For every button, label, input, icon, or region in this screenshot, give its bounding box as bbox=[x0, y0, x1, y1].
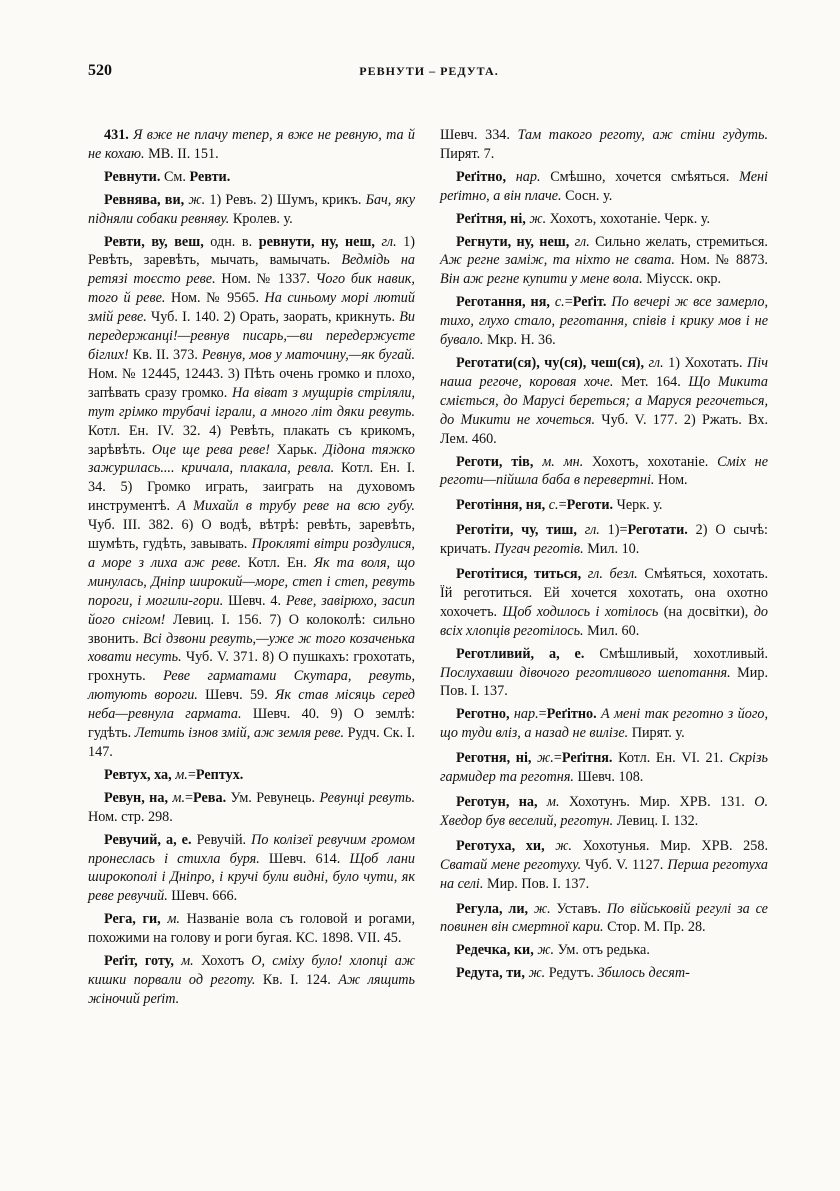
italic-text: Ведмідь на ретязі тоєсто реве. bbox=[88, 252, 415, 288]
entry-text: Ном. bbox=[654, 472, 688, 489]
entry-text: = bbox=[187, 766, 196, 783]
dictionary-entry bbox=[440, 354, 768, 449]
headword: ревнути, ну, неш, bbox=[258, 233, 375, 250]
page-number: 520 bbox=[88, 62, 112, 79]
dictionary-entry bbox=[440, 837, 768, 894]
italic-text: Щоб ходилось і хотілось bbox=[502, 603, 659, 620]
entry-text: Мет. 164. bbox=[613, 373, 689, 390]
headword: Реґітно, bbox=[456, 168, 507, 185]
entry-text: Чуб. V. 177. 2) Ржать. Вх. Лем. 460. bbox=[440, 411, 769, 447]
dictionary-entry bbox=[440, 941, 768, 960]
entry-text: Сосн. у. bbox=[561, 187, 613, 204]
entry-text: Хохотунья. Мир. ХРВ. 258. bbox=[571, 837, 769, 854]
dictionary-entry bbox=[88, 910, 415, 948]
italic-text: Я вже не плачу тепер, я вже не ревную, та й не кохаю. bbox=[88, 127, 415, 162]
entry-text: Шевч. 666. bbox=[167, 888, 238, 905]
italic-text: Реве, завірюхо, засип його снігом! bbox=[88, 592, 415, 628]
italic-text: Сміх не реготи—пійшла баба в перевертні. bbox=[440, 453, 769, 489]
entry-text: Чуб. I. 140. 2) Орать, заорать, крикнуть. bbox=[146, 309, 400, 326]
headword: Реготати. bbox=[627, 522, 688, 539]
dictionary-entry bbox=[88, 126, 415, 164]
entry-text: Мир. Пов. I. 137. bbox=[440, 664, 768, 700]
dictionary-entry bbox=[88, 952, 415, 1009]
italic-text: ж. bbox=[533, 942, 555, 959]
entry-text: Стор. М. Пр. 28. bbox=[603, 919, 706, 936]
italic-text: Мені реґітно, а він плаче. bbox=[440, 168, 768, 204]
headword: Реґіт, готу, bbox=[104, 953, 174, 970]
italic-text: Дідона тяжко зажурилась.... кричала, плакала, ревла. bbox=[88, 441, 415, 477]
dictionary-entry bbox=[440, 900, 768, 938]
entry-text: Названіе вола съ головой и рогами, похожими на голову и роги бугая. КС. 1898. VII. 45. bbox=[88, 911, 416, 947]
entry-text: Ревучій. bbox=[191, 831, 252, 848]
italic-text: гл. bbox=[644, 354, 664, 371]
headword: Реготун, на, bbox=[456, 794, 538, 810]
italic-text: Прокляті вітри роздулися, а море з лиха аж реве. bbox=[88, 536, 415, 571]
italic-text: О. Хведор був веселий, реготун. bbox=[440, 794, 768, 829]
italic-text: нар. bbox=[506, 168, 541, 185]
dictionary-entry bbox=[88, 168, 415, 187]
dictionary-entry bbox=[88, 831, 415, 907]
italic-text: А мені так реготно з його, що туди вліз, а назад не вилізе. bbox=[440, 706, 768, 742]
entry-text: Чуб. III. 382. 6) О водѣ, вѣтрѣ: ревѣть, заревѣть, шумѣть, гудѣть, завывать. bbox=[88, 517, 415, 553]
entry-text: = bbox=[558, 497, 567, 514]
dictionary-entry bbox=[88, 191, 415, 229]
headword: Рева. bbox=[193, 789, 227, 806]
entry-text: Ном. № 9565. bbox=[165, 290, 265, 307]
entry-text: Хохотъ bbox=[193, 953, 252, 970]
headword: Регула, ли, bbox=[456, 900, 529, 917]
entry-text: 1) Ревъ. 2) Шумъ, крикъ. bbox=[209, 191, 366, 208]
italic-text: Збилось десят- bbox=[597, 965, 690, 982]
dictionary-entry bbox=[440, 168, 768, 206]
headword: Ревти. bbox=[189, 168, 231, 185]
running-title: РЕВНУТИ – РЕДУТА. bbox=[359, 64, 499, 78]
entry-text: Уставъ. bbox=[550, 900, 607, 917]
entry-text: Шевч. 108. bbox=[573, 769, 644, 786]
entry-text: Левиц. I. 156. 7) О колоколѣ: сильно звонить. bbox=[88, 611, 415, 647]
headword: Реґіт. bbox=[572, 294, 607, 311]
italic-text: нар. bbox=[509, 706, 539, 723]
headword: Реготливий, а, е. bbox=[456, 645, 585, 662]
headword: Ревучий, а, е. bbox=[104, 831, 192, 848]
entry-text: Мил. 10. bbox=[583, 541, 640, 558]
italic-text: Реве гарматами Скутара, ревуть, лютують вороги. bbox=[88, 668, 415, 704]
dictionary-entry bbox=[440, 964, 768, 983]
entry-text: Міусск. окр. bbox=[642, 271, 722, 288]
entry-text: Редутъ. bbox=[545, 965, 598, 982]
headword: Реготіти, чу, тиш, bbox=[456, 522, 577, 539]
italic-text: Летить ізнов змій, аж земля реве. bbox=[134, 725, 345, 742]
dictionary-entry bbox=[88, 789, 415, 827]
entry-text: Хохотъ, хохотаніе. bbox=[583, 453, 718, 470]
entry-text: 1) Хохотать. bbox=[663, 354, 748, 371]
headword: Реготання, ня, bbox=[456, 294, 550, 311]
headword: Реготи, тів, bbox=[456, 453, 534, 470]
entry-text: Смѣшливый, хохотливый. bbox=[584, 645, 768, 662]
page-header bbox=[88, 62, 770, 84]
entry-text: 1)= bbox=[599, 522, 628, 539]
entry-text: Ном. № 12445, 12443. 3) Пѣть очень громко и плохо, запѣвать сразу громко. bbox=[88, 365, 415, 401]
entry-text: Котл. Ен. VI. 21. bbox=[612, 750, 729, 767]
entry-text: Пирят. 7. bbox=[440, 145, 495, 162]
entry-text: одн. в. bbox=[203, 233, 259, 250]
dictionary-entry bbox=[440, 565, 768, 641]
entry-text: Хохотъ, хохотаніе. Черк. у. bbox=[546, 210, 711, 227]
dictionary-entry bbox=[440, 749, 768, 787]
italic-text: гл. bbox=[374, 233, 404, 250]
entry-text: Ум. Ревунець. bbox=[226, 789, 320, 806]
italic-text: с. bbox=[545, 497, 559, 514]
italic-text: Як та воля, що минулась, Дніпр широкий—море, степ і степ, ревуть пороги, і могили-гори. bbox=[88, 554, 415, 609]
italic-text: Що Микита сміється, до Марусі береться; а Маруся регочеться, до Микити не хочеться. bbox=[440, 373, 769, 428]
entry-text: Кв. I. 124. bbox=[255, 971, 339, 988]
headword: Реготи. bbox=[566, 497, 614, 514]
entry-text: Шевч. 59. bbox=[197, 687, 276, 704]
headword: Ревти, ву, веш, bbox=[104, 233, 204, 250]
italic-text: гл. bbox=[576, 522, 600, 539]
headword: Реготня, ні, bbox=[456, 750, 532, 767]
entry-text: Ном. № 8873. bbox=[674, 252, 768, 269]
entry-text: Ум. отъ редька. bbox=[554, 942, 650, 959]
entry-text: Мкр. Н. 36. bbox=[483, 332, 556, 349]
entry-text: Чуб. V. 371. 8) О пушкахъ: грохотать, грохнуть. bbox=[88, 649, 415, 685]
italic-text: Він аж регне купити у мене вола. bbox=[440, 271, 643, 288]
italic-text: м. bbox=[537, 794, 560, 810]
headword: Редута, ти, bbox=[456, 965, 525, 982]
headword: Ревнява, ви, bbox=[104, 191, 185, 208]
headword: Регнути, ну, неш, bbox=[456, 233, 570, 250]
entry-text: Смѣшно, хочется смѣяться. bbox=[540, 168, 740, 185]
dictionary-entry bbox=[440, 210, 768, 229]
dictionary-entry bbox=[440, 233, 768, 290]
italic-text: м. bbox=[168, 789, 186, 806]
entry-text: МВ. II. 151. bbox=[144, 145, 219, 162]
entry-text: Чуб. V. 1127. bbox=[581, 856, 668, 873]
headword: Ревтух, ха, bbox=[104, 766, 172, 783]
italic-text: Чого бик навик, того й реве. bbox=[88, 271, 415, 307]
entry-text: = bbox=[538, 706, 547, 723]
entry-text: (на досвітки), bbox=[658, 603, 754, 620]
italic-text: ж. bbox=[524, 965, 546, 982]
headword: Рега, ги, bbox=[104, 911, 161, 928]
dictionary-entry bbox=[440, 645, 768, 702]
entry-text: Шевч. 334. bbox=[440, 127, 518, 143]
italic-text: Там такого реготу, аж стіни гудуть. bbox=[517, 127, 769, 143]
italic-text: м. bbox=[173, 953, 194, 970]
italic-text: Оце ще рева реве! bbox=[151, 441, 271, 458]
italic-text: По вечері ж все замерло, тихо, глухо стало, реготання, співів і крику мов і не бувало. bbox=[440, 294, 768, 349]
italic-text: Ревнув, мов у маточину,—як бугай. bbox=[201, 346, 415, 363]
entry-text: Кв. II. 373. bbox=[128, 346, 202, 363]
italic-text: Бач, яку підняли собаки ревняву. bbox=[88, 191, 415, 227]
italic-text: Послухавши дівочого реготливого шепотання. bbox=[440, 664, 731, 681]
entry-text: Котл. Ен. I. 34. 5) Громко играть, заиграть на духовомъ инструментѣ. bbox=[88, 460, 415, 515]
dictionary-entry bbox=[440, 705, 768, 743]
headword: Реготітися, титься, bbox=[456, 566, 582, 583]
italic-text: Сватай мене реготуху. bbox=[440, 856, 582, 873]
headword: Реґітно. bbox=[546, 706, 597, 723]
entry-text: Черк. у. bbox=[613, 497, 663, 514]
left-column bbox=[88, 126, 415, 1013]
italic-text: Пугач реготів. bbox=[494, 541, 584, 558]
entry-text: См. bbox=[160, 168, 190, 185]
italic-text: Перша реготуха на селі. bbox=[440, 856, 768, 892]
italic-text: ж. bbox=[544, 837, 572, 854]
italic-text: ж. bbox=[525, 210, 547, 227]
italic-text: ж. bbox=[531, 750, 554, 767]
entry-text: = bbox=[185, 789, 194, 806]
italic-text: гл. bbox=[569, 233, 590, 250]
italic-text: По військовій регулі за се повинен він смертної кари. bbox=[440, 900, 768, 936]
italic-text: Піч наша регоче, коровая хоче. bbox=[440, 354, 769, 390]
dictionary-entry bbox=[440, 496, 768, 515]
entry-text: Пирят. у. bbox=[628, 725, 685, 742]
entry-text: Шевч. 614. bbox=[259, 850, 350, 867]
italic-text: м. bbox=[171, 766, 188, 783]
entry-text: Рудч. Ск. I. 147. bbox=[88, 725, 415, 760]
entry-text: Хохотунъ. Мир. ХРВ. 131. bbox=[559, 794, 755, 810]
entry-text: Смѣяться, хохотать. Їй реготиться. Ей хочется хохотать, она охотно хохочетъ. bbox=[440, 566, 768, 620]
entry-text: Харьк. bbox=[270, 441, 324, 458]
headword: Ревун, на, bbox=[104, 789, 168, 806]
dictionary-entry bbox=[88, 766, 415, 785]
entry-text: = bbox=[564, 294, 573, 311]
italic-text: с. bbox=[549, 294, 565, 311]
entry-text: Мир. Пов. I. 137. bbox=[483, 875, 590, 892]
italic-text: ж. bbox=[184, 191, 210, 208]
headword: 431. bbox=[104, 127, 134, 143]
right-column bbox=[440, 126, 768, 987]
entry-text: Кролев. у. bbox=[229, 210, 293, 227]
italic-text: до всіх хлопців реготілось. bbox=[440, 603, 768, 639]
headword: Редечка, ки, bbox=[456, 942, 534, 959]
italic-text: ж. bbox=[528, 900, 551, 917]
entry-text: Шевч. 4. bbox=[223, 592, 286, 609]
headword: Реготно, bbox=[456, 706, 510, 723]
italic-text: Скрізь гармидер та реготня. bbox=[440, 750, 768, 786]
entry-text: Ном. № 1337. bbox=[215, 271, 316, 288]
headword: Реготуха, хи, bbox=[456, 837, 545, 854]
italic-text: А Михайл в трубу реве на всю губу. bbox=[177, 498, 415, 515]
italic-text: Ревунці ревуть. bbox=[319, 789, 415, 806]
italic-text: Аж лящить жіночий реґіт. bbox=[88, 971, 415, 1007]
dictionary-entry bbox=[440, 293, 768, 350]
dictionary-entry bbox=[440, 453, 768, 491]
entry-text: Мил. 60. bbox=[583, 622, 640, 639]
italic-text: Аж регне заміж, та ніхто не свата. bbox=[440, 252, 675, 269]
italic-text: О, сміху було! хлопці аж кишки порвали од реготу. bbox=[88, 953, 415, 988]
entry-text: 1) Ревѣть, заревѣть, мычать, вамычать. bbox=[88, 233, 415, 269]
entry-text: Котл. Ен. bbox=[240, 554, 314, 571]
entry-text: Левиц. I. 132. bbox=[613, 812, 699, 829]
italic-text: гл. безл. bbox=[581, 566, 638, 583]
italic-text: Щоб лани широкополі і Дніпро, і кручі були видні, було чути, як реве ревучий. bbox=[88, 850, 415, 905]
entry-text: Ном. стр. 298. bbox=[88, 808, 173, 825]
italic-text: На віват з мущирів стріляли, тут грімко трубачі іграли, а много літ дяки ревуть. bbox=[88, 384, 415, 420]
italic-text: Як став місяць серед неба—ревнула гармата. bbox=[88, 687, 415, 723]
italic-text: м. bbox=[160, 911, 180, 928]
dictionary-entry bbox=[440, 793, 768, 831]
dictionary-entry bbox=[88, 233, 415, 762]
headword: Реготіння, ня, bbox=[456, 497, 546, 514]
entry-text: Шевч. 40. 9) О землѣ: гудѣть. bbox=[88, 706, 415, 742]
headword: Ревнути. bbox=[104, 168, 161, 185]
italic-text: На синьому морі лютий змій реве. bbox=[88, 290, 415, 326]
headword: Реґітня, ні, bbox=[456, 210, 526, 227]
dictionary-entry bbox=[440, 126, 768, 164]
entry-text: = bbox=[553, 750, 562, 767]
headword: Реґітня. bbox=[561, 750, 613, 767]
italic-text: Ви передержанці!—ревнув писарь,—ви передержуєте біглих! bbox=[88, 309, 415, 363]
entry-text: 2) О сычѣ: кричать. bbox=[440, 522, 768, 558]
headword: Рептух. bbox=[195, 766, 244, 783]
dictionary-entry bbox=[440, 521, 768, 559]
entry-text: Котл. Ен. IV. 32. 4) Ревѣть, плакать съ крикомъ, зарѣвѣть. bbox=[88, 422, 415, 458]
italic-text: Всі дзвони ревуть,—уже ж того козаченька ховати несуть. bbox=[88, 630, 416, 666]
headword: Реготати(ся), чу(ся), чеш(ся), bbox=[456, 354, 645, 371]
entry-text: Сильно желать, стремиться. bbox=[589, 233, 768, 250]
italic-text: м. мн. bbox=[533, 453, 584, 470]
italic-text: По колізеї ревучим громом пронеслась і стихла буря. bbox=[88, 831, 415, 867]
